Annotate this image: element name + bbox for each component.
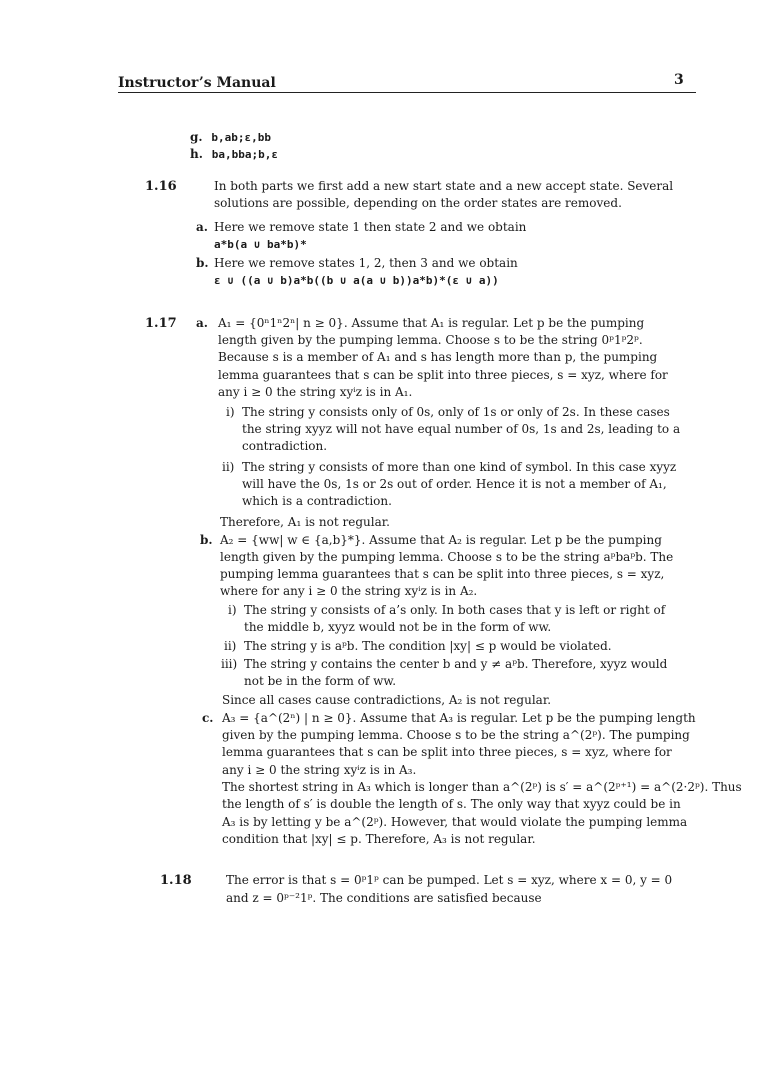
text-line: lemma guarantees that s can be split into three pieces, s = xyz, where for <box>218 368 668 382</box>
part-label: b. <box>200 533 213 547</box>
part-label: b. <box>196 256 209 270</box>
text-line: any i ≥ 0 the string xyⁱz is in A₃. <box>222 763 417 777</box>
text-line: The string y consists only of 0s, only of 1s or only of 2s. In these cases <box>242 405 670 419</box>
text-line: where for any i ≥ 0 the string xyⁱz is in A₂. <box>220 584 478 598</box>
text-line: A₁ = {0ⁿ1ⁿ2ⁿ| n ≥ 0}. Assume that A₁ is regular. Let p be the pumping <box>218 316 645 330</box>
prev-item-h: h. ba,bba;b,ε <box>190 147 278 161</box>
text-line: length given by the pumping lemma. Choose s to be the string aᵖbaᵖb. The <box>220 550 674 564</box>
text-line: pumping lemma guarantees that s can be split into three pieces, s = xyz, <box>220 567 665 581</box>
running-header: Instructor’s Manual <box>118 75 276 91</box>
text-line: The string y is aᵖb. The condition |xy| ≤ p would be violated. <box>244 639 612 653</box>
header-rule <box>118 92 696 93</box>
text-line: length given by the pumping lemma. Choose s to be the string 0ᵖ1ᵖ2ᵖ. <box>218 333 643 347</box>
text-line: The error is that s = 0ᵖ1ᵖ can be pumped. Let s = xyz, where x = 0, y = 0 <box>226 873 673 887</box>
part-label: a. <box>196 220 208 234</box>
conclusion-text: Since all cases cause contradictions, A₂ is not regular. <box>222 693 552 707</box>
regex-expression: ε ∪ ((a ∪ b)a*b((b ∪ a(a ∪ b))a*b)*(ε ∪ a)) <box>214 274 499 287</box>
text-line: the string xyyz will not have equal number of 0s, 1s and 2s, leading to a <box>242 422 681 436</box>
part-label: c. <box>202 711 214 725</box>
text-line: the length of s′ is double the length of s. The only way that xyyz could be in <box>222 797 681 811</box>
text-line: contradiction. <box>242 439 328 453</box>
text-line: The shortest string in A₃ which is longer than a^(2ᵖ) is s′ = a^(2ᵖ⁺¹) = a^(2·2ᵖ). Thus <box>222 780 742 794</box>
case-label: i) <box>228 603 237 617</box>
text-line: Here we remove state 1 then state 2 and we obtain <box>214 220 527 234</box>
text-line: lemma guarantees that s can be split into three pieces, s = xyz, where for <box>222 745 672 759</box>
text-line: which is a contradiction. <box>242 494 392 508</box>
conclusion-text: Therefore, A₁ is not regular. <box>220 515 390 529</box>
text-line: The string y consists of more than one kind of symbol. In this case xyyz <box>242 460 677 474</box>
text-line: not be in the form of ww. <box>244 674 397 688</box>
problem-number: 1.17 <box>145 316 177 331</box>
text-line: will have the 0s, 1s or 2s out of order. Hence it is not a member of A₁, <box>242 477 667 491</box>
text-line: any i ≥ 0 the string xyⁱz is in A₁. <box>218 385 413 399</box>
text-line: In both parts we first add a new start state and a new accept state. Several <box>214 179 674 193</box>
text-line: and z = 0ᵖ⁻²1ᵖ. The conditions are satisfied because <box>226 891 542 905</box>
text-line: condition that |xy| ≤ p. Therefore, A₃ is not regular. <box>222 832 536 846</box>
part-label: a. <box>196 316 208 330</box>
prev-item-g: g. b,ab;ε,bb <box>190 130 272 144</box>
problem-number: 1.18 <box>160 873 192 888</box>
text-line: Here we remove states 1, 2, then 3 and we obtain <box>214 256 518 270</box>
text-line: The string y consists of a’s only. In both cases that y is left or right of <box>244 603 666 617</box>
page-number: 3 <box>674 72 684 88</box>
problem-number: 1.16 <box>145 179 177 194</box>
text-line: A₂ = {ww| w ∈ {a,b}*}. Assume that A₂ is regular. Let p be the pumping <box>220 533 662 547</box>
case-label: iii) <box>221 657 238 671</box>
regex-expression: a*b(a ∪ ba*b)* <box>214 238 307 251</box>
text-line: A₃ = {a^(2ⁿ) | n ≥ 0}. Assume that A₃ is regular. Let p be the pumping length <box>222 711 696 725</box>
case-label: i) <box>226 405 235 419</box>
text-line: Because s is a member of A₁ and s has length more than p, the pumping <box>218 350 658 364</box>
text-line: A₃ is by letting y be a^(2ᵖ). However, that would violate the pumping lemma <box>222 815 688 829</box>
text-line: the middle b, xyyz would not be in the form of ww. <box>244 620 552 634</box>
case-label: ii) <box>222 460 235 474</box>
text-line: solutions are possible, depending on the order states are removed. <box>214 196 622 210</box>
text-line: given by the pumping lemma. Choose s to be the string a^(2ᵖ). The pumping <box>222 728 690 742</box>
text-line: The string y contains the center b and y ≠ aᵖb. Therefore, xyyz would <box>244 657 668 671</box>
case-label: ii) <box>224 639 237 653</box>
